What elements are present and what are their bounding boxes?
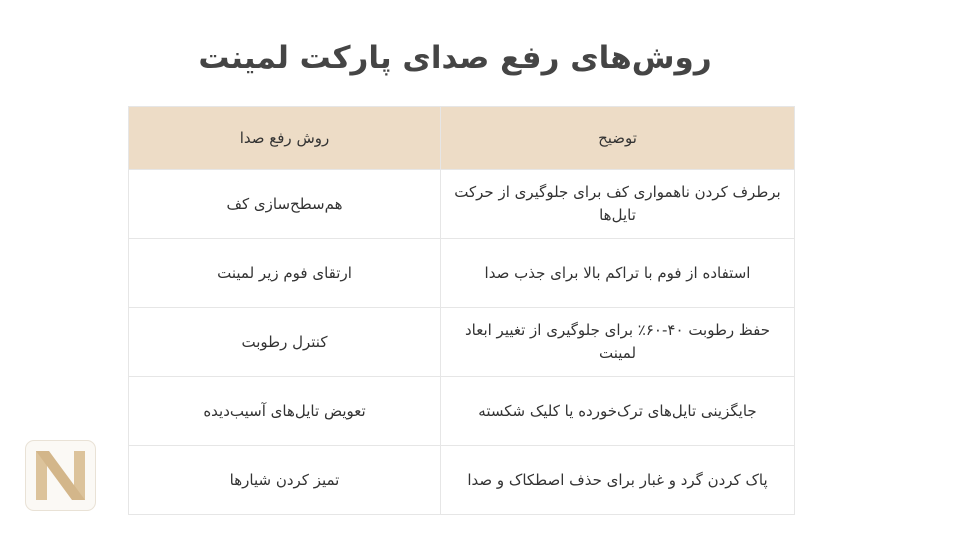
cell-description: استفاده از فوم با تراکم بالا برای جذب صدا — [441, 239, 795, 308]
cell-method: ارتقای فوم زیر لمینت — [129, 239, 441, 308]
table-row — [129, 377, 795, 446]
table-row — [129, 308, 795, 377]
cell-method: تمیز کردن شیارها — [129, 446, 441, 515]
table-header-row — [129, 107, 795, 170]
n-monogram-logo-icon — [25, 440, 96, 511]
slide-title: روش‌های رفع صدای پارکت لمینت — [198, 40, 712, 76]
cell-method: تعویض تایل‌های آسیب‌دیده — [129, 377, 441, 446]
cell-description: پاک کردن گرد و غبار برای حذف اصطکاک و صدا — [441, 446, 795, 515]
cell-method: کنترل رطوبت — [129, 308, 441, 377]
n-monogram-logo-svg — [26, 441, 95, 510]
cell-description: برطرف کردن ناهمواری کف برای جلوگیری از حرکت تایل‌ها — [441, 170, 795, 239]
header-description: توضیح — [441, 107, 795, 170]
methods-table — [128, 106, 795, 515]
table-row — [129, 239, 795, 308]
cell-description: جایگزینی تایل‌های ترک‌خورده یا کلیک شکسته — [441, 377, 795, 446]
cell-description: حفظ رطوبت ۴۰-۶۰٪ برای جلوگیری از تغییر ابعاد لمینت — [441, 308, 795, 377]
table-row — [129, 446, 795, 515]
cell-method: هم‌سطح‌سازی کف — [129, 170, 441, 239]
table-row — [129, 170, 795, 239]
header-method: روش رفع صدا — [129, 107, 441, 170]
